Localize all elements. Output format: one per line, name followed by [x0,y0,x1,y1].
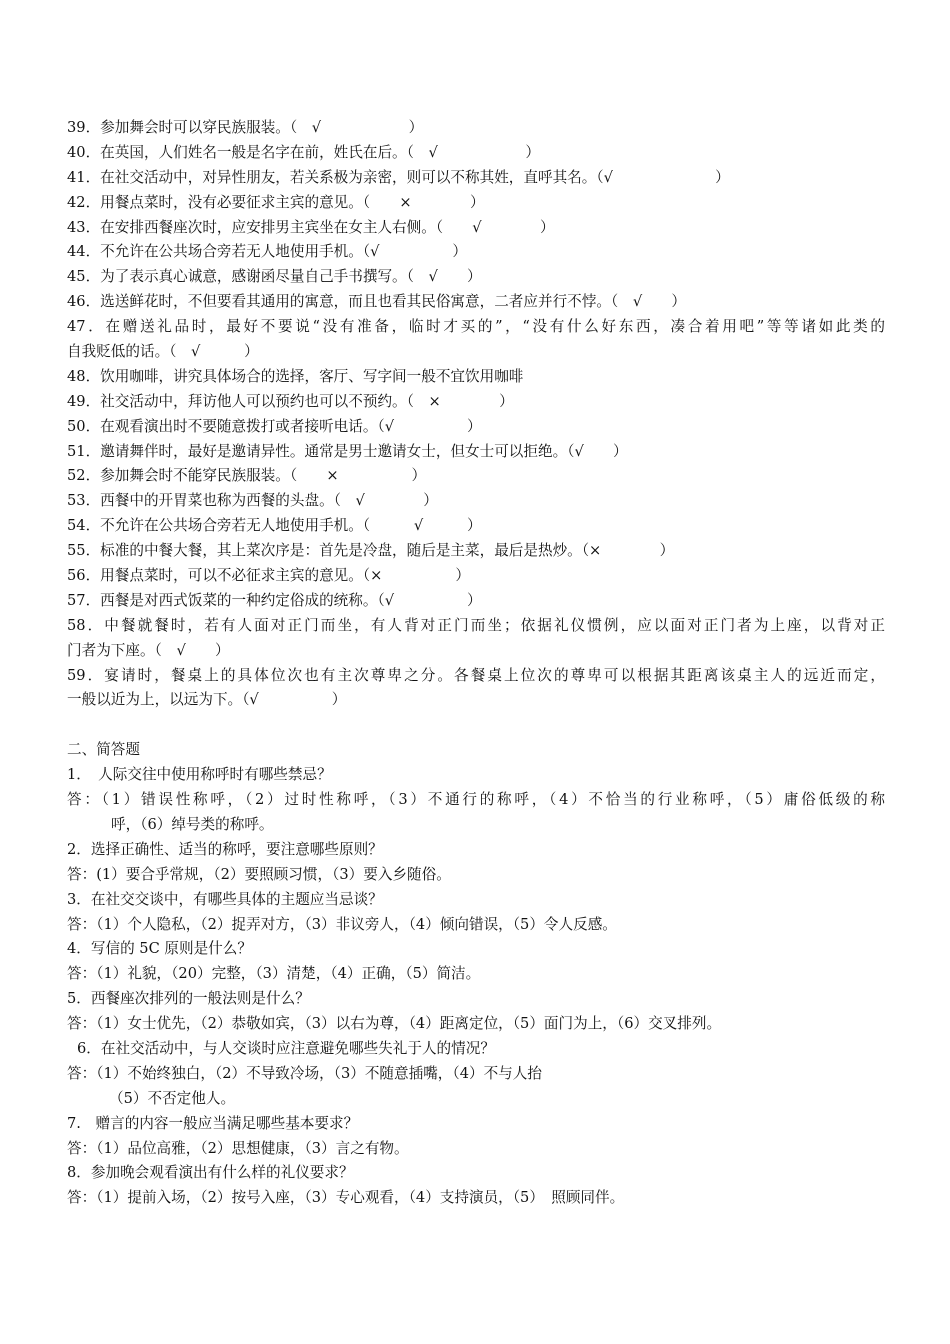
answer-5: 答：（1）女士优先，（2）恭敬如宾，（3）以右为尊，（4）距离定位，（5）面门为上，（6）交叉排列。 [67,1015,722,1033]
true-false-item-continuation: 门者为下座。（ √ ） [67,641,230,659]
true-false-item: 42．用餐点菜时，没有必要征求主宾的意见。（ × ） [67,193,485,211]
true-false-item: 53．西餐中的开胃菜也称为西餐的头盘。（ √ ） [67,492,438,510]
true-false-item: 55．标准的中餐大餐，其上菜次序是：首先是冷盘，随后是主菜，最后是热炒。（× ） [67,542,675,560]
true-false-item: 40．在英国，人们姓名一般是名字在前，姓氏在后。（ √ ） [67,143,540,161]
true-false-item: 45．为了表示真心诚意，感谢函尽量自己手书撰写。（ √ ） [67,268,482,286]
answer-2: 答：(1）要合乎常规，（2）要照顾习惯，（3）要入乡随俗。 [67,865,451,883]
true-false-item-continuation: 自我贬低的话。（ √ ） [67,343,259,361]
answer-6: 答：（1）不始终独白，（2）不导致冷场，（3）不随意插嘴，（4）不与人抬 [67,1064,542,1082]
question-4: 4．写信的 5C 原则是什么？ [67,940,252,958]
answer-3: 答：（1）个人隐私，（2）捉弄对方，（3）非议旁人，（4）倾向错误，（5）令人反感。 [67,915,617,933]
answer-1: 答：（1）错误性称呼，（2）过时性称呼，（3）不通行的称呼，（4）不恰当的行业称呼，（5）庸俗低级的称 [67,791,885,809]
true-false-item: 43．在安排西餐座次时，应安排男主宾坐在女主人右侧。（ √ ） [67,218,555,236]
true-false-item: 54．不允许在公共场合旁若无人地使用手机。（ √ ） [67,517,482,535]
true-false-item: 58．中餐就餐时，若有人面对正门而坐，有人背对正门而坐；依据礼仪惯例，应以面对正门者为上座，以背对正 [67,616,885,634]
answer-6-continuation: （5）不否定他人。 [109,1089,236,1107]
question-5: 5．西餐座次排列的一般法则是什么？ [67,990,310,1008]
true-false-item-continuation: 一般以近为上，以远为下。（√ ） [67,691,347,709]
true-false-item: 57．西餐是对西式饭菜的一种约定俗成的统称。（√ ） [67,591,482,609]
true-false-item: 39．参加舞会时可以穿民族服装。（ √ ） [67,119,424,136]
document-body [67,116,885,1211]
question-8: 8．参加晚会观看演出有什么样的礼仪要求？ [67,1164,354,1182]
question-1: 1． 人际交往中使用称呼时有哪些禁忌？ [67,766,332,784]
true-false-item: 51．邀请舞伴时，最好是邀请异性。通常是男士邀请女士，但女士可以拒绝。（√ ） [67,442,628,460]
question-2: 2．选择正确性、适当的称呼，要注意哪些原则？ [67,840,383,858]
true-false-item: 44．不允许在公共场合旁若无人地使用手机。（√ ） [67,243,468,261]
true-false-item: 46．选送鲜花时，不但要看其通用的寓意，而且也看其民俗寓意，二者应并行不悖。（ √ ） [67,293,686,311]
question-3: 3．在社交交谈中，有哪些具体的主题应当忌谈？ [67,890,383,908]
true-false-item: 49．社交活动中，拜访他人可以预约也可以不预约。（ × ） [67,392,514,410]
question-6: 6．在社交活动中，与人交谈时应注意避免哪些失礼于人的情况？ [77,1039,495,1057]
true-false-item: 41．在社交活动中，对异性朋友，若关系极为亲密，则可以不称其姓，直呼其名。（√ ） [67,168,730,186]
true-false-item: 48．饮用咖啡，讲究具体场合的选择，客厅、写字间一般不宜饮用咖啡 [67,367,524,385]
true-false-item: 59．宴请时，餐桌上的具体位次也有主次尊卑之分。各餐桌上位次的尊卑可以根据其距离该桌主人的远近而定， [67,666,885,684]
true-false-item: 52．参加舞会时不能穿民族服装。（ × ） [67,467,427,485]
answer-4: 答：（1）礼貌，（20）完整，（3）清楚，（4）正确，（5）简洁。 [67,965,481,983]
true-false-item: 56．用餐点菜时，可以不必征求主宾的意见。（× ） [67,567,470,585]
true-false-item: 47．在赠送礼品时，最好不要说“没有准备，临时才买的”，“没有什么好东西，凑合着用吧”等等诸如此类的 [67,318,885,336]
true-false-item: 50．在观看演出时不要随意拨打或者接听电话。（√ ） [67,417,482,435]
answer-8: 答：（1）提前入场，（2）按号入座，（3）专心观看，（4）支持演员，（5） 照顾同伴。 [67,1189,625,1207]
question-7: 7. 赠言的内容一般应当满足哪些基本要求？ [67,1114,359,1132]
section-spacer [67,713,885,738]
answer-1-continuation: 呼，（6）绰号类的称呼。 [111,815,274,833]
section-title: 二、简答题 [67,741,140,759]
answer-7: 答：（1）品位高雅，（2）思想健康，（3）言之有物。 [67,1139,409,1157]
